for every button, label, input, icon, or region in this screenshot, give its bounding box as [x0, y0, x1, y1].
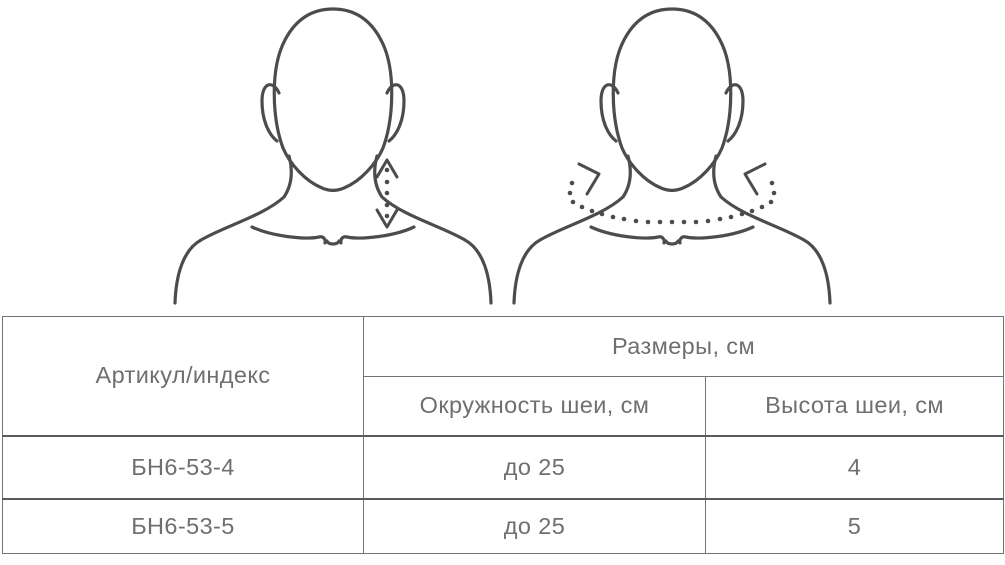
height-column-header: Высота шеи, см [706, 377, 1004, 436]
neck-height-measurement-figure [175, 9, 491, 303]
article-column-header: Артикул/индекс [3, 317, 364, 436]
neck-circumference-measurement-figure [514, 9, 830, 303]
bust-outline [514, 9, 830, 303]
height-cell: 5 [706, 499, 1004, 554]
article-cell: БН6-53-5 [3, 499, 364, 554]
table-row [3, 436, 1004, 499]
height-cell: 4 [706, 436, 1004, 499]
neck-circumference-dotted-line-icon [568, 164, 777, 224]
table-row [3, 499, 1004, 554]
circumference-cell: до 25 [364, 436, 706, 499]
article-cell: БН6-53-4 [3, 436, 364, 499]
size-table [2, 316, 1004, 554]
circumference-cell: до 25 [364, 499, 706, 554]
sizes-group-header: Размеры, см [364, 317, 1004, 377]
circumference-column-header: Окружность шеи, см [364, 377, 706, 436]
bust-outline [175, 9, 491, 303]
